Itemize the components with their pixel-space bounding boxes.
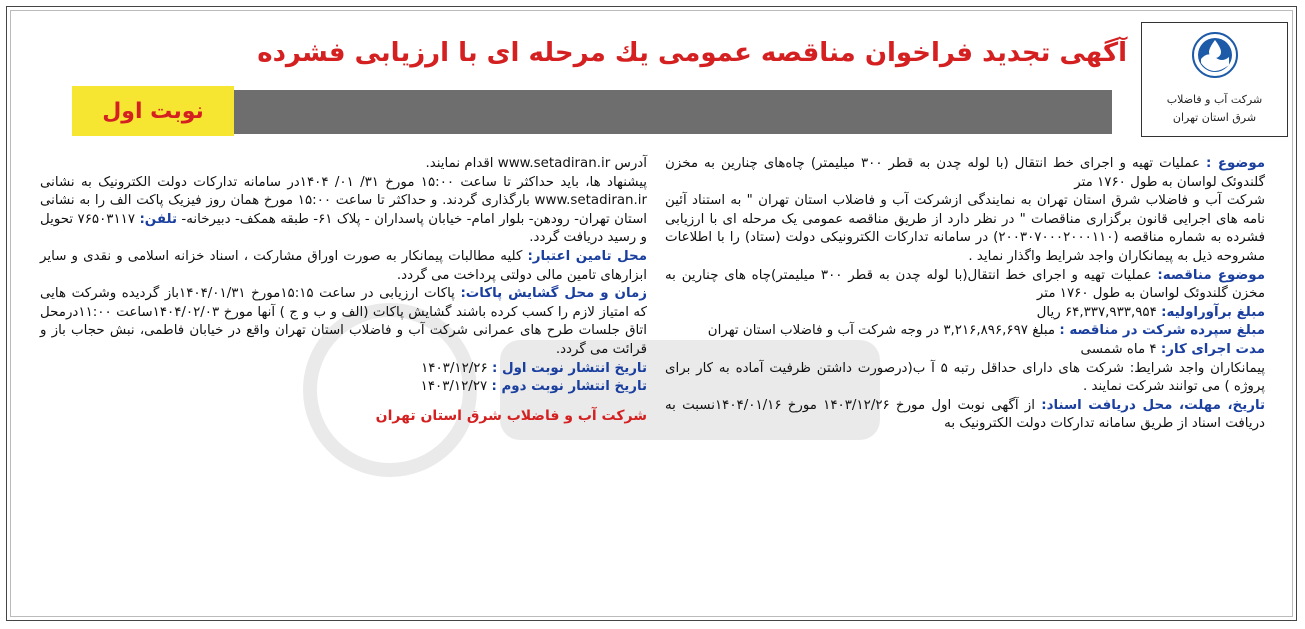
logo-company-line-1: شرکت آب و فاضلاب (1166, 93, 1263, 106)
duration-text: ۴ ماه شمسی (1080, 341, 1157, 357)
documents-text: از آگهی نوبت اول مورخ ۱۴۰۳/۱۲/۲۶ مورخ ۱۴۰۴/۰۱/۱۶نسبت به دریافت اسناد از طریق سامانه تدارکات دولت الکترونیک به (665, 397, 1265, 432)
proposal-text-1: پیشنهاد ها، باید حداکثر تا ساعت ۱۵:۰۰ مورخ ۳۱/ ۰۱/ ۱۴۰۴در سامانه تدارکات دولت الکترونیک به نشانی (40, 174, 647, 190)
phone-label: تلفن: (139, 211, 177, 227)
funding-label: محل تامین اعتبار: (527, 248, 647, 264)
estimate-label: مبلغ برآوراولیه: (1161, 304, 1265, 320)
publication-2-date: ۱۴۰۳/۱۲/۲۷ (420, 379, 488, 395)
funding-paragraph (40, 248, 647, 285)
water-drop-logo-icon (1191, 31, 1239, 79)
address-suffix: اقدام نمایند. (425, 156, 494, 171)
subject-label: موضوع : (1206, 156, 1265, 171)
phone-text: ۷۶۵۰۳۱۱۷ تحویل و رسید دریافت گردد. (40, 211, 647, 246)
footer-company-name: شرکت آب و فاضلاب شرق استان تهران (375, 407, 647, 424)
opening-text: پاکات ارزیابی در ساعت ۱۵:۱۵مورخ ۱۴۰۴/۰۱/۳۱باز گردیده وشرکت هایی که امتیاز لازم را کسب کرده باشند گشایش پاکات (الف و ب و ج ) آنها مورخ ۱۴۰۴/۰۲/۰۳ساعت ۱۱:۰۰درمحل اتاق جلسات طرح های عمرانی شرکت آب و فاضلاب استان تهران واقع در خیابان فاطمی، نبش حجاب باز و قرائت می گردد. (40, 286, 647, 357)
documents-label: تاریخ، مهلت، محل دریافت اسناد: (1041, 397, 1265, 413)
intro-paragraph: شرکت آب و فاضلاب شرق استان تهران به نمایندگی ازشرکت آب و فاضلاب استان تهران " به استناد آئین نامه های اجرایی قانون برگزاری مناقصات " در نظر دارد از طریق مناقصه عمومی یک مرحله ای با ارزیابی فشرده به شماره مناقصه (۲۰۰۳۰۷۰۰۰۲۰۰۰۱۱۰) در سامانه تدارکات الکترونیکی دولت (ستاد) را با اطلاعات مشروحه ذیل به پیمانکاران واجد شرایط واگذار نماید . (665, 193, 1265, 264)
publication-2-paragraph (40, 378, 647, 397)
deposit-paragraph (665, 322, 1265, 341)
subject-text: عملیات تهیه و اجرای خط انتقال (با لوله چدن به قطر ۳۰۰ میلیمتر) چاه‌های چنارین به مخزن گلندوئک لواسان به طول ۱۷۶۰ متر (665, 156, 1265, 190)
publication-1-label: تاریخ انتشار نوبت اول : (491, 360, 647, 376)
funding-text: کلیه مطالبات پیمانکار به صورت اوراق مشارکت ، اسناد خزانه اسلامی و نقدی و سایر ابزارهای تامین مالی دولتی پرداخت می گردد. (40, 248, 647, 283)
logo-company-line-2: شرق استان تهران (1172, 111, 1257, 124)
address-prefix: آدرس (614, 156, 647, 171)
publication-1-date: ۱۴۰۳/۱۲/۲۶ (421, 360, 488, 376)
documents-paragraph (665, 397, 1265, 434)
publication-2-label: تاریخ انتشار نوبت دوم : (491, 379, 647, 395)
badge-label: نوبت اول (102, 98, 204, 124)
opening-label: زمان و محل گشایش پاکات: (460, 286, 647, 302)
deposit-text: مبلغ ۳,۲۱۶,۸۹۶,۶۹۷ در وجه شرکت آب و فاضلاب استان تهران (707, 323, 1056, 339)
estimate-text: ۶۴,۳۳۷,۹۳۳,۹۵۴ ریال (1036, 304, 1157, 320)
duration-label: مدت اجرای کار: (1160, 341, 1265, 357)
right-text-column (665, 155, 1265, 434)
first-publication-badge (72, 86, 234, 136)
duration-paragraph (665, 341, 1265, 360)
company-logo-box (1141, 22, 1288, 137)
address-url-link[interactable]: www.setadiran.ir (497, 156, 611, 171)
page-title: آگهی تجدید فراخوان مناقصه عمومی یك مرحله ای با ارزیابی فشرده (257, 38, 1127, 68)
tender-subject-paragraph (665, 267, 1265, 304)
proposal-paragraph (40, 174, 647, 248)
proposal-url-link[interactable]: www.setadiran.ir (534, 193, 647, 209)
tender-subject-text: عملیات تهیه و اجرای خط انتقال(با لوله چدن به قطر ۳۰۰ میلیمتر)چاه های چنارین به مخزن گلندوئک لواسان به طول ۱۷۶۰ متر (665, 267, 1265, 302)
deposit-label: مبلغ سپرده شرکت در مناقصه : (1059, 323, 1265, 339)
opening-paragraph (40, 285, 647, 359)
left-text-column (40, 155, 647, 425)
proposal-text-2: بارگذاری گردند. و حداکثر تا ساعت ۱۵:۰۰ مورخ همان روز فیزیک پاکت الف را به نشانی استان تهران- رودهن- بلوار امام- خیابان پاسداران - پلاک ۶۱- طبقه همکف- دبیرخانه- (40, 193, 648, 227)
publication-1-paragraph (40, 360, 647, 379)
address-paragraph (40, 155, 647, 174)
estimate-paragraph (665, 304, 1265, 323)
tender-subject-label: موضوع مناقصه: (1157, 267, 1265, 283)
qualification-paragraph: پیمانکاران واجد شرایط: شرکت های دارای حداقل رتبه ۵ آ ب(درصورت داشتن ظرفیت آماده به کار برای پروژه ) می توانند شرکت نمایند . (665, 360, 1265, 395)
subject-paragraph (665, 155, 1265, 192)
